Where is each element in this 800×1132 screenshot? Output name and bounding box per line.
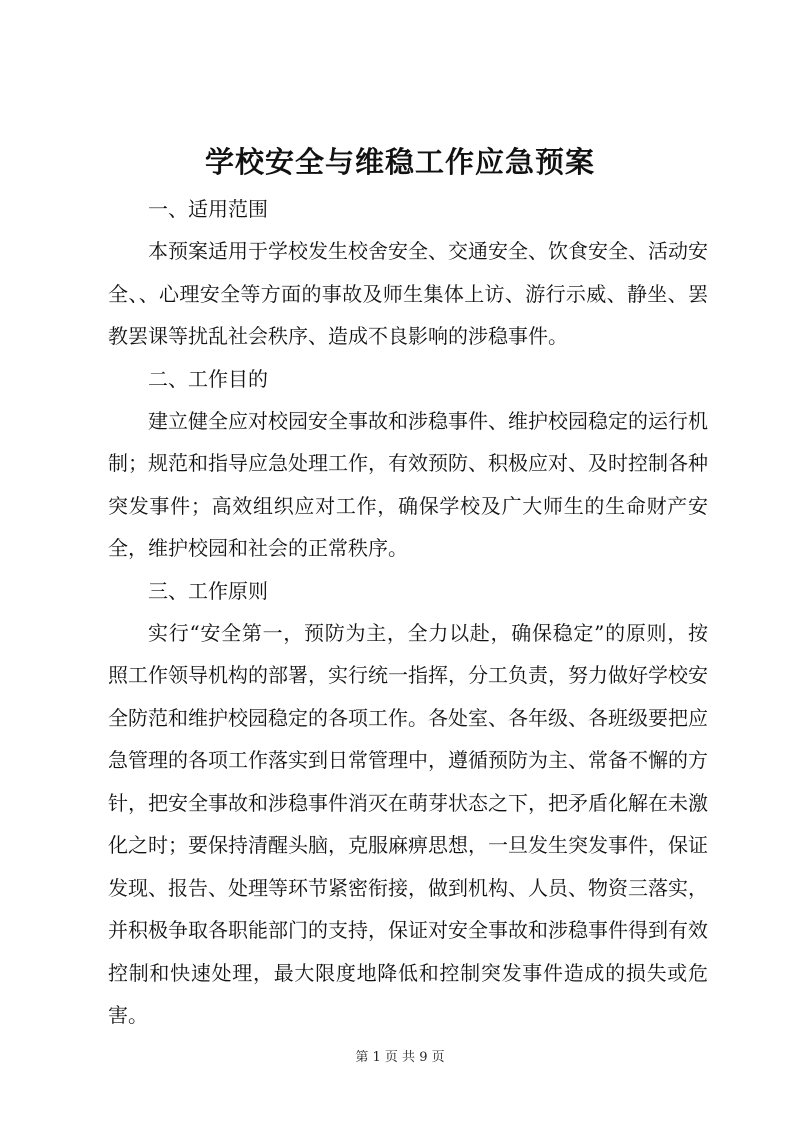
section-heading-scope: 一、适用范围 xyxy=(148,197,268,221)
section-paragraph-purpose: 建立健全应对校园安全事故和涉稳事件、维护校园稳定的运行机制；规范和指导应急处理工作，有效预防、积极应对、及时控制各种突发事件；高效组织应对工作，确保学校及广大师生的生命财产安全，维护校园和社会的正常秩序。 xyxy=(108,408,708,560)
page-footer: 第 1 页 共 9 页 xyxy=(355,1050,445,1065)
section-heading-principles: 三、工作原则 xyxy=(148,578,268,603)
section-heading-purpose: 二、工作目的 xyxy=(148,366,268,391)
section-paragraph-scope: 本预案适用于学校发生校舍安全、交通安全、饮食安全、活动安全、、心理安全等方面的事故及师生集体上访、游行示威、静坐、罢教罢课等扰乱社会秩序、造成不良影响的涉稳事件。 xyxy=(108,239,708,348)
document-body xyxy=(108,188,708,1037)
document-title: 学校安全与维稳工作应急预案 xyxy=(204,145,595,179)
section-paragraph-principles: 实行“安全第一，预防为主，全力以赴，确保稳定”的原则，按照工作领导机构的部署，实行统一指挥，分工负责，努力做好学校安全防范和维护校园稳定的各项工作。各处室、各年级、各班级要把应急管理的各项工作落实到日常管理中，遵循预防为主、常备不懈的方针，把安全事故和涉稳事件消灭在萌芽状态之下，把矛盾化解在未激化之时；要保持清醒头脑，克服麻痹思想，一旦发生突发事件，保证发现、报告、处理等环节紧密衔接，做到机构、人员、物资三落实，并积极争取各职能部门的支持，保证对安全事故和涉稳事件得到有效控制和快速处理，最大限度地降低和控制突发事件造成的损失或危害。 xyxy=(108,620,708,1027)
